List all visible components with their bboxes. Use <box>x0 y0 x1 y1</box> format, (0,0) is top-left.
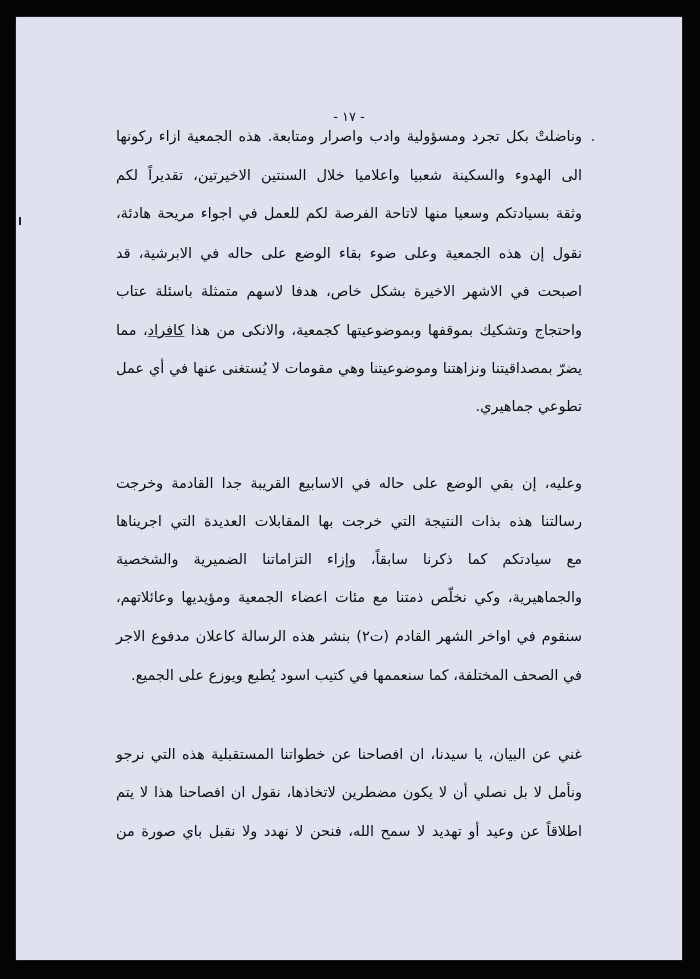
paragraph-1-line-7: يضرّ بمصداقيتنا ونزاهتنا وموضوعيتنا وهي مقومات لا يُستغنى عنها في أي عمل <box>116 361 582 377</box>
paragraph-1-line-4: نقول إن هذه الجمعية وعلى ضوء بقاء الوضع على حاله في الابرشية، قد <box>116 246 582 262</box>
paragraph-1-line-3: وثقة بسيادتكم وسعيا منها لاتاحة الفرصة لكم للعمل في اجواء مريحة هادئة، <box>116 206 582 222</box>
page-number: - ١٧ - <box>333 110 365 125</box>
paragraph-2-line-2: رسالتنا هذه بذات النتيجة التي خرجت بها المقابلات العديدة التي اجريناها <box>116 514 582 530</box>
margin-mark <box>19 217 21 225</box>
paragraph-1-line-8: تطوعي جماهيري. <box>475 399 582 415</box>
paragraph-1-line-2: الى الهدوء والسكينة شعبيا واعلاميا خلال السنتين الاخيرتين، تقديراً لكم <box>116 168 582 184</box>
stray-dot-mark <box>592 139 594 141</box>
paragraph-1-line-6: واحتجاج وتشكيك بموقفها وبموضوعيتها كجمعية، والانكى من هذا كافراد، مما <box>116 323 583 339</box>
paragraph-2-line-5: سنقوم في اواخر الشهر القادم (ت٢) بنشر هذه الرسالة كاعلان مدفوع الاجر <box>116 629 583 645</box>
paragraph-3-line-1: غني عن البيان، يا سيدنا، ان افصاحنا عن خطواتنا المستقبلية هذه التي نرجو <box>116 747 582 763</box>
paragraph-2-line-6: في الصحف المختلفة، كما سنعممها في كتيب اسود يُطبع ويوزع على الجميع. <box>130 668 582 684</box>
underlined-word: كافراد <box>147 323 185 339</box>
paragraph-3-line-2: ونأمل لا بل نصلي أن لا يكون مضطرين لاتخاذها، نقول ان افصاحنا هذا لا يتم <box>116 785 582 801</box>
paragraph-1-line-5: اصبحت في الاشهر الاخيرة بشكل خاص، هدفا لاسهم متمثلة باسئلة عتاب <box>116 284 582 300</box>
document-page <box>16 17 682 960</box>
paragraph-2-line-1: وعليه، إن بقي الوضع على حاله في الاسابيع القريبة جدا القادمة وخرجت <box>116 476 582 492</box>
paragraph-3-line-3: اطلاقاً عن وعيد أو تهديد لا سمح الله، فنحن لا نهدد ولا نقبل باي صورة من <box>116 824 582 840</box>
paragraph-2-line-4: والجماهيرية، وكي نخلّص ذمتنا مع مئات اعضاء الجمعية ومؤيديها وعائلاتهم، <box>116 590 582 606</box>
paragraph-1-line-1: وناضلتْ بكل تجرد ومسؤولية وادب واصرار ومتابعة. هذه الجمعية ازاء ركونها <box>116 129 582 145</box>
paragraph-2-line-3: مع سيادتكم كما ذكرنا سابقاً، وإزاء التزاماتنا الضميرية والشخصية <box>116 552 582 568</box>
